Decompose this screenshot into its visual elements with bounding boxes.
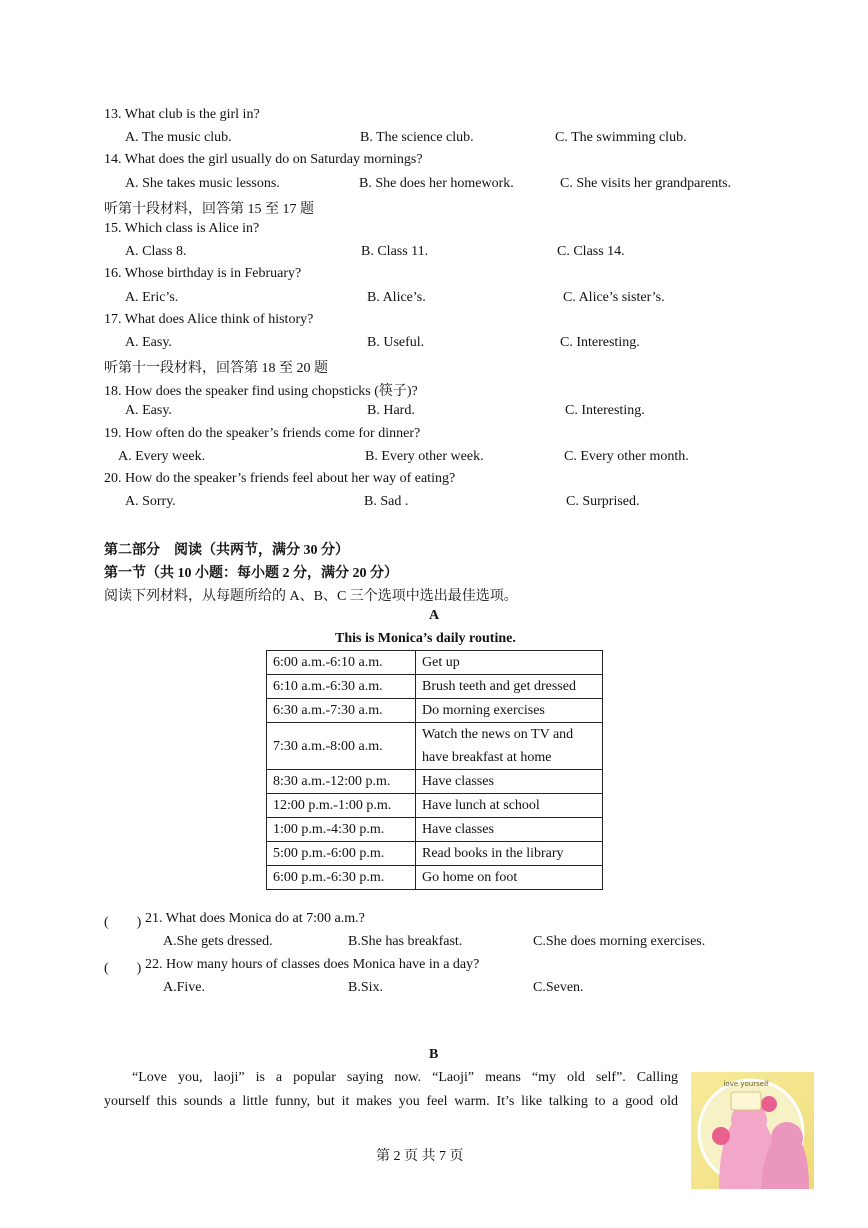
routine-time-cell: 7:30 a.m.-8:00 a.m. [267, 723, 416, 770]
q17-option-b: B. Useful. [367, 335, 425, 350]
routine-time-cell: 6:00 p.m.-6:30 p.m. [267, 866, 416, 890]
love-yourself-illustration [691, 1072, 814, 1189]
q16-option-b: B. Alice’s. [367, 290, 426, 305]
routine-activity-cell: Do morning exercises [416, 699, 603, 723]
routine-activity-cell: Have classes [416, 770, 603, 794]
q19-option-c: C. Every other month. [564, 449, 689, 464]
q17-option-c: C. Interesting. [560, 335, 640, 350]
q18-option-b: B. Hard. [367, 403, 415, 418]
q13-option-b: B. The science club. [360, 130, 474, 145]
q22-option-c: C.Seven. [533, 980, 584, 995]
q22-answer-blank[interactable]: ( ) [104, 961, 142, 976]
question-16: 16. Whose birthday is in February? [104, 266, 302, 281]
q20-option-c: C. Surprised. [566, 494, 640, 509]
passage-b-line-2: yourself this sounds a little funny, but it makes you feel warm. It’s like talking to a good old [104, 1094, 678, 1109]
question-14: 14. What does the girl usually do on Saturday mornings? [104, 152, 423, 167]
q14-option-c: C. She visits her grandparents. [560, 176, 732, 191]
q21-option-b: B.She has breakfast. [348, 934, 463, 949]
routine-row [267, 818, 603, 842]
illustration-caption: love yourself [723, 1080, 769, 1088]
routine-activity-cell: Brush teeth and get dressed [416, 675, 603, 699]
routine-time-cell: 5:00 p.m.-6:00 p.m. [267, 842, 416, 866]
routine-row [267, 866, 603, 890]
routine-activity-cell: Watch the news on TV and have breakfast at home [416, 723, 603, 770]
routine-activity-cell: Get up [416, 651, 603, 675]
routine-row [267, 651, 603, 675]
routine-activity-cell: Read books in the library [416, 842, 603, 866]
question-22: 22. How many hours of classes does Monica have in a day? [145, 957, 480, 972]
section-title: 第一节（共 10 小题：每小题 2 分，满分 20 分） [104, 566, 398, 581]
q17-option-a: A. Easy. [125, 335, 172, 350]
q15-option-a: A. Class 8. [125, 244, 187, 259]
q15-option-b: B. Class 11. [361, 244, 429, 259]
routine-time-cell: 6:10 a.m.-6:30 a.m. [267, 675, 416, 699]
routine-activity-cell: Have classes [416, 818, 603, 842]
q18-option-a: A. Easy. [125, 403, 172, 418]
q22-option-a: A.Five. [163, 980, 205, 995]
routine-activity-cell: Have lunch at school [416, 794, 603, 818]
q21-answer-blank[interactable]: ( ) [104, 915, 142, 930]
question-17: 17. What does Alice think of history? [104, 312, 314, 327]
listening-instruction-11: 听第十一段材料，回答第 18 至 20 题 [104, 361, 328, 376]
q21-option-c: C.She does morning exercises. [533, 934, 706, 949]
q13-option-c: C. The swimming club. [555, 130, 687, 145]
page-footer: 第 2 页 共 7 页 [376, 1149, 464, 1164]
part-title: 第二部分 阅读（共两节，满分 30 分） [104, 543, 349, 558]
routine-time-cell: 6:00 a.m.-6:10 a.m. [267, 651, 416, 675]
q22-option-b: B.Six. [348, 980, 384, 995]
q14-option-a: A. She takes music lessons. [125, 176, 280, 191]
question-18: 18. How does the speaker find using chopsticks (筷子)? [104, 384, 418, 399]
q16-option-c: C. Alice’s sister’s. [563, 290, 665, 305]
q13-option-a: A. The music club. [125, 130, 232, 145]
table-caption: This is Monica’s daily routine. [335, 631, 516, 646]
q19-option-b: B. Every other week. [365, 449, 484, 464]
illustration-graphic [691, 1072, 814, 1189]
question-19: 19. How often do the speaker’s friends come for dinner? [104, 426, 421, 441]
routine-time-cell: 1:00 p.m.-4:30 p.m. [267, 818, 416, 842]
q20-option-b: B. Sad . [364, 494, 409, 509]
passage-b-label: B [429, 1047, 439, 1062]
routine-time-cell: 8:30 a.m.-12:00 p.m. [267, 770, 416, 794]
q21-option-a: A.She gets dressed. [163, 934, 273, 949]
q14-option-b: B. She does her homework. [359, 176, 514, 191]
question-15: 15. Which class is Alice in? [104, 221, 260, 236]
routine-row [267, 699, 603, 723]
routine-time-cell: 12:00 p.m.-1:00 p.m. [267, 794, 416, 818]
routine-row [267, 794, 603, 818]
q16-option-a: A. Eric’s. [125, 290, 179, 305]
q20-option-a: A. Sorry. [125, 494, 176, 509]
q19-option-a: A. Every week. [118, 449, 206, 464]
q18-option-c: C. Interesting. [565, 403, 645, 418]
routine-activity-cell: Go home on foot [416, 866, 603, 890]
routine-row [267, 675, 603, 699]
routine-time-cell: 6:30 a.m.-7:30 a.m. [267, 699, 416, 723]
passage-a-label: A [429, 608, 440, 623]
routine-row [267, 723, 603, 770]
question-21: 21. What does Monica do at 7:00 a.m.? [145, 911, 365, 926]
routine-row [267, 770, 603, 794]
listening-instruction-10: 听第十段材料，回答第 15 至 17 题 [104, 202, 314, 217]
routine-row [267, 842, 603, 866]
passage-b-line-1: “Love you, laoji” is a popular saying now. “Laoji” means “my old self”. Calling [132, 1070, 678, 1085]
routine-table [266, 650, 603, 890]
reading-instruction: 阅读下列材料，从每题所给的 A、B、C 三个选项中选出最佳选项。 [104, 589, 518, 604]
question-13: 13. What club is the girl in? [104, 107, 260, 122]
question-20: 20. How do the speaker’s friends feel about her way of eating? [104, 471, 456, 486]
q15-option-c: C. Class 14. [557, 244, 625, 259]
